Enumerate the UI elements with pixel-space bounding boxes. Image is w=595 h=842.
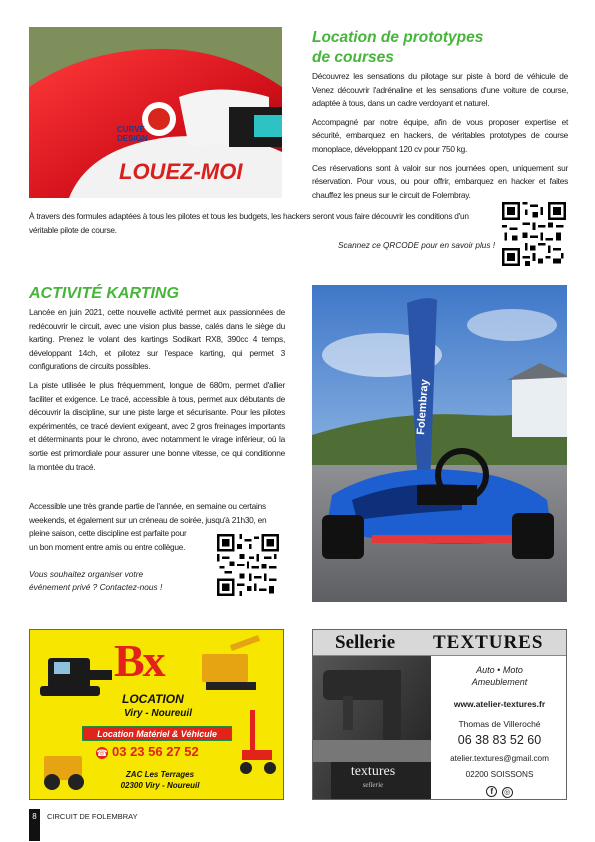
sellerie-logo-line1: textures: [350, 764, 396, 779]
bx-phone: 03 23 56 27 52: [112, 744, 199, 759]
karting-paragraph-2: La piste utilisée le plus fréquemment, longue de 680m, permet d'allier faciliter et exigence. Le tracé, accessible à tous, permet aux débutants de découvrir la discipline, sur une piste large et sécurisante. Pour les pilotes expérimentés, ce tracé devient exigeant, avec 2 gros freinages importants et déterminants pour le chrono, avec notamment le virage inférieur, où la sortie est primordiale pour assurer une bonne vitesse, ce qui conditionne la montée du tracé.: [29, 379, 285, 472]
proto-qr-code[interactable]: [502, 202, 566, 266]
page-number-box: [29, 809, 40, 841]
karting-p3-line2: weekends, et également sur un créneau de soirée, jusqu'à 21h30, en: [29, 514, 267, 525]
facebook-icon[interactable]: f: [486, 786, 497, 797]
sellerie-tag-line2: Ameublement: [471, 677, 528, 687]
car-livery-text: LOUEZ-MOI: [119, 159, 243, 184]
sellerie-tag-line1: Auto • Moto: [476, 665, 523, 675]
bx-address-line2: 02300 Viry - Noureuil: [120, 781, 200, 790]
instagram-icon[interactable]: ◎: [502, 787, 513, 798]
car-badge-top: CURVE: [117, 125, 145, 134]
proto-title: [312, 28, 572, 68]
proto-text-block: [312, 70, 568, 207]
proto-paragraph-3: Ces réservations sont à valoir sur nos journées open, uniquement sur réservation. Pour vous, ou pour offrir, embarquez en hacker et faites chauffez les pneus sur le circuit de Folembray.: [312, 162, 568, 200]
sellerie-textures-ad[interactable]: [312, 629, 567, 800]
sellerie-info: [431, 664, 567, 798]
bx-logo: Bx: [114, 635, 164, 686]
sellerie-logo-line2: sellerie: [362, 781, 384, 789]
karting-cta: [29, 568, 209, 594]
karting-title: ACTIVITÉ KARTING: [29, 285, 179, 302]
karting-flag-text: Folembray: [415, 378, 431, 436]
proto-paragraph-1: Découvrez les sensations du pilotage sur piste à bord de véhicule de Venez découvrir l'adrénaline et les sensations d'une voiture de course, adaptée à tous, dans un cadre verdoyant et naturel.: [312, 71, 568, 109]
karting-qr-code[interactable]: [217, 534, 279, 596]
car-badge-bottom: DESIGN: [117, 134, 148, 143]
karting-text-block: [29, 306, 285, 479]
sellerie-email[interactable]: atelier.textures@gmail.com: [450, 754, 549, 763]
proto-paragraph-4: À travers des formules adaptées à tous les pilotes et tous les budgets, les hackers seront vous faire découvrir les conditions d'un véritable pilote de course.: [29, 211, 469, 235]
footer-title: CIRCUIT DE FOLEMBRAY: [47, 812, 138, 821]
karting-p3-line1: Accessible une très grande partie de l'année, en semaine ou certains: [29, 501, 266, 511]
karting-p3-line3: pleine saison, cette discipline est parfaite pour: [29, 528, 187, 539]
sellerie-website[interactable]: www.atelier-textures.fr: [453, 699, 546, 709]
race-car-photo: [29, 27, 282, 198]
sellerie-contact-name: Thomas de Villeroché: [458, 719, 541, 729]
proto-title-line1: Location de prototypes: [312, 29, 484, 46]
karting-paragraph-1: Lancée en juin 2021, cette nouvelle activité permet aux passionnées de redécouvrir le circuit, avec une vision plus basse, calés dans le siège du karting. Prenez le volant des kartings Sodikart RX8, 390cc 4 temps, développant 14ch, et pilotez sur l'espace karting, qui permet 3 configurations de circuits possibles.: [29, 307, 285, 372]
sellerie-phone[interactable]: 06 38 83 52 60: [457, 733, 542, 747]
sellerie-social: [431, 784, 567, 798]
karting-p3-line4: un bon moment entre amis ou entre collègue.: [29, 541, 186, 552]
proto-paragraph-2: Accompagné par notre équipe, afin de vous proposer expertise et sécurité, embarquez en hackers, de véritables prototypes de course monoplace, développant 120 cv pour 750 kg.: [312, 116, 568, 154]
bx-phone-icon: ☎: [96, 748, 108, 758]
sellerie-header-left: Sellerie: [335, 632, 396, 653]
bx-name-line2: Viry - Noureuil: [124, 708, 192, 719]
sellerie-city: 02200 SOISSONS: [465, 770, 534, 779]
karting-photo: [312, 285, 567, 602]
bx-name-line1: LOCATION: [122, 692, 184, 706]
proto-title-line2: de courses: [312, 49, 394, 66]
sellerie-header-right: TEXTURES: [433, 632, 544, 653]
karting-cta-line1: Vous souhaitez organiser votre: [29, 569, 144, 579]
bx-address-line1: ZAC Les Terrages: [125, 770, 195, 779]
page-number: 8: [32, 812, 37, 821]
proto-qr-caption: Scannez ce QRCODE pour en savoir plus !: [338, 241, 495, 250]
karting-cta-line2: événement privé ? Contactez-nous !: [29, 582, 163, 592]
bx-banner: Location Matériel & Véhicule: [82, 726, 232, 741]
bx-location-ad[interactable]: [29, 629, 284, 800]
